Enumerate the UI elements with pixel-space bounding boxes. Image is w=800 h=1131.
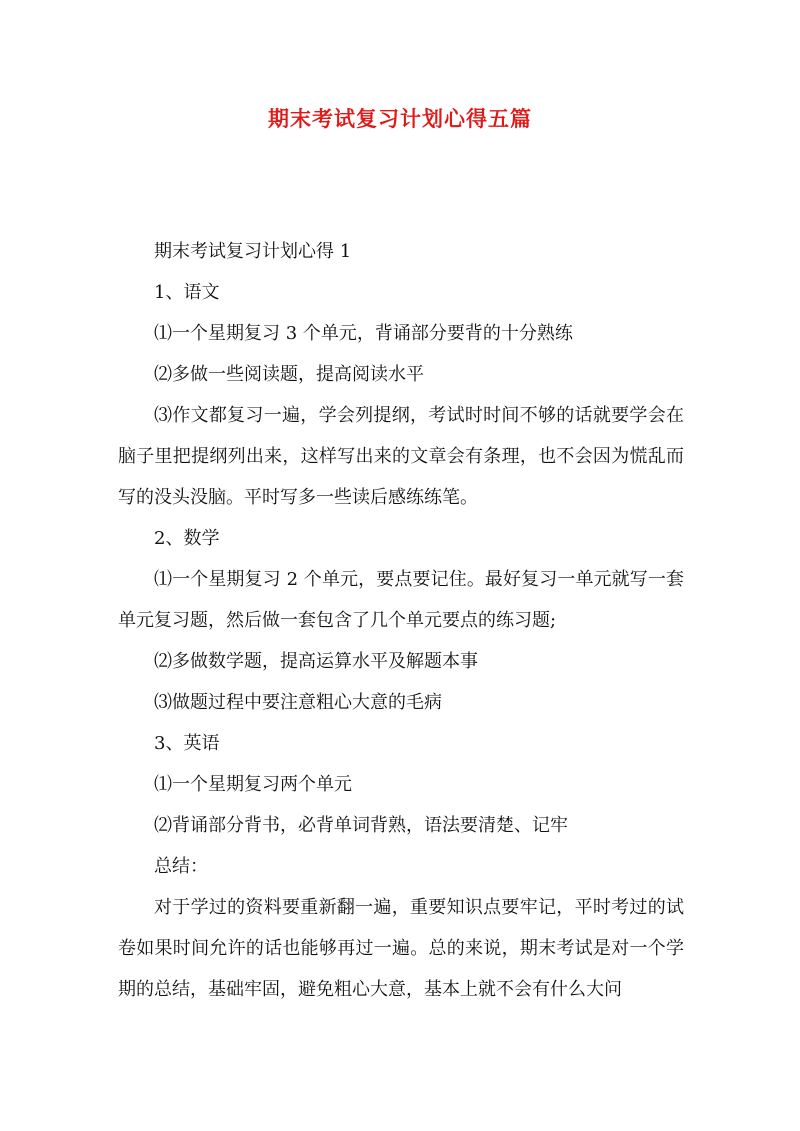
subject-heading-chinese: 1、语文 [154,282,220,303]
list-item-chinese-1: ⑴一个星期复习 3 个单元，背诵部分要背的十分熟练 [154,323,573,344]
list-item-math-3: ⑶做题过程中要注意粗心大意的毛病 [154,692,442,713]
summary-paragraph: 对于学过的资料要重新翻一遍，重要知识点要牢记，平时考过的试卷如果时间允许的话也能够再过一遍。总的来说，期末考试是对一个学期的总结，基础牢固，避免粗心大意，基本上就不会有什么大问 [118,897,684,1000]
list-item-chinese-3: ⑶作文都复习一遍，学会列提纲，考试时时间不够的话就要学会在脑子里把提纲列出来，这样写出来的文章会有条理，也不会因为慌乱而写的没头没脑。平时写多一些读后感练练笔。 [118,405,684,508]
document-title: 期末考试复习计划心得五篇 [268,106,532,131]
section-heading-1: 期末考试复习计划心得 1 [154,241,352,262]
subject-heading-english: 3、英语 [154,733,220,754]
list-item-english-2: ⑵背诵部分背书，必背单词背熟，语法要清楚、记牢 [154,815,568,836]
document-body [118,231,684,1010]
list-item-chinese-2: ⑵多做一些阅读题，提高阅读水平 [154,364,424,385]
list-item-math-2: ⑵多做数学题，提高运算水平及解题本事 [154,651,478,672]
list-item-english-1: ⑴一个星期复习两个单元 [154,774,352,795]
list-item-math-1: ⑴一个星期复习 2 个单元，要点要记住。最好复习一单元就写一套单元复习题，然后做一套包含了几个单元要点的练习题; [118,569,684,631]
summary-heading: 总结： [154,856,208,877]
subject-heading-math: 2、数学 [154,528,220,549]
